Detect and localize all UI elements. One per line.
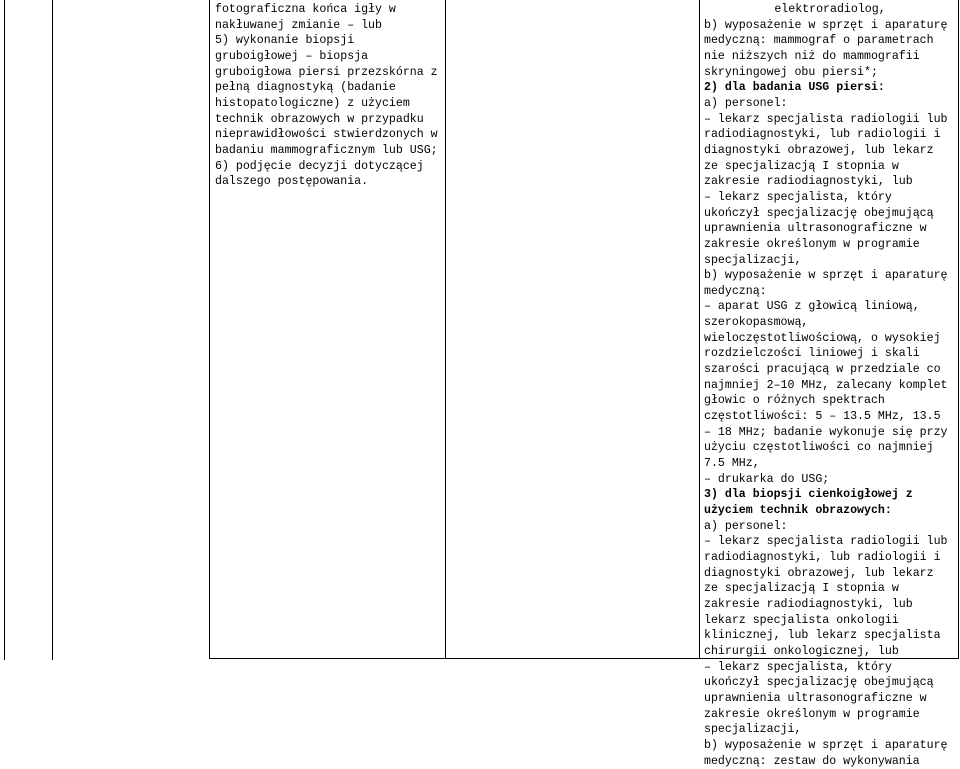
table-cell-procedure-description (210, 0, 445, 659)
text-line: gruboigłowa piersi przezskórna z (215, 65, 441, 81)
text-line: diagnostyki obrazowej, lub lekarz (704, 143, 956, 159)
text-line: a) personel: (704, 96, 956, 112)
text-line: medyczną: (704, 284, 956, 300)
text-line: ze specjalizacją I stopnia w (704, 581, 956, 597)
text-line: klinicznej, lub lekarz specjalista (704, 628, 956, 644)
text-line: b) wyposażenie w sprzęt i aparaturę (704, 738, 956, 754)
text-line: diagnostyki obrazowej, lub lekarz (704, 566, 956, 582)
text-line: użyciu częstotliwości co najmniej (704, 440, 956, 456)
text-line: b) wyposażenie w sprzęt i aparaturę (704, 18, 956, 34)
text-line: 6) podjęcie decyzji dotyczącej (215, 159, 441, 175)
text-line: pełną diagnostyką (badanie (215, 80, 441, 96)
table-cell-requirements (700, 0, 958, 659)
table-cell-empty (446, 0, 699, 659)
text-line: specjalizacji, (704, 722, 956, 738)
text-line: ukończył specjalizację obejmującą (704, 675, 956, 691)
text-line: 5) wykonanie biopsji (215, 33, 441, 49)
text-line: – 18 MHz; badanie wykonuje się przy (704, 425, 956, 441)
text-line: skryningowej obu piersi*; (704, 65, 956, 81)
text-line: wieloczęstotliwościową, o wysokiej (704, 331, 956, 347)
text-line: histopatologiczne) z użyciem (215, 96, 441, 112)
text-line: użyciem technik obrazowych: (704, 503, 956, 519)
text-line: a) personel: (704, 519, 956, 535)
text-line: nakłuwanej zmianie – lub (215, 18, 441, 34)
text-line: – lekarz specjalista, który (704, 190, 956, 206)
text-line: uprawnienia ultrasonograficzne w (704, 691, 956, 707)
text-line: specjalizacji, (704, 253, 956, 269)
text-line: głowic o różnych spektrach (704, 393, 956, 409)
text-line: ze specjalizacją I stopnia w (704, 159, 956, 175)
text-line: gruboigłowej – biopsja (215, 49, 441, 65)
text-line: medyczną: zestaw do wykonywania (704, 754, 956, 769)
text-line: – drukarka do USG; (704, 472, 956, 488)
text-line: częstotliwości: 5 – 13.5 MHz, 13.5 (704, 409, 956, 425)
text-line: – aparat USG z głowicą liniową, (704, 299, 956, 315)
text-line: – lekarz specjalista, który (704, 660, 956, 676)
text-line: nie niższych niż do mammografii (704, 49, 956, 65)
text-line: technik obrazowych w przypadku (215, 112, 441, 128)
text-line: rozdzielczości liniowej i skali (704, 346, 956, 362)
text-line: medyczną: mammograf o parametrach (704, 33, 956, 49)
text-line: nieprawidłowości stwierdzonych w (215, 127, 441, 143)
text-line: 7.5 MHz, (704, 456, 956, 472)
text-line: radiodiagnostyki, lub radiologii i (704, 127, 956, 143)
text-line: b) wyposażenie w sprzęt i aparaturę (704, 268, 956, 284)
text-line: fotograficzna końca igły w (215, 2, 441, 18)
text-line: elektroradiolog, (704, 2, 956, 18)
text-line: najmniej 2–10 MHz, zalecany komplet (704, 378, 956, 394)
text-line: zakresie radiodiagnostyki, lub (704, 174, 956, 190)
text-line: zakresie radiodiagnostyki, lub (704, 597, 956, 613)
text-line: – lekarz specjalista radiologii lub (704, 534, 956, 550)
text-line: szerokopasmową, (704, 315, 956, 331)
text-line: zakresie określonym w programie (704, 707, 956, 723)
text-line: dalszego postępowania. (215, 174, 441, 190)
page-left-border-line (4, 0, 5, 660)
text-line: – lekarz specjalista radiologii lub (704, 112, 956, 128)
text-line: zakresie określonym w programie (704, 237, 956, 253)
text-line: ukończył specjalizację obejmującą (704, 206, 956, 222)
text-line: uprawnienia ultrasonograficzne w (704, 221, 956, 237)
text-line: szarości pracującą w przedziale co (704, 362, 956, 378)
text-line: badaniu mammograficznym lub USG; (215, 143, 441, 159)
column-divider-line-1 (52, 0, 53, 660)
text-line: 3) dla biopsji cienkoigłowej z (704, 487, 956, 503)
text-line: chirurgii onkologicznej, lub (704, 644, 956, 660)
text-line: lekarz specjalista onkologii (704, 613, 956, 629)
text-line: 2) dla badania USG piersi: (704, 80, 956, 96)
text-line: radiodiagnostyki, lub radiologii i (704, 550, 956, 566)
